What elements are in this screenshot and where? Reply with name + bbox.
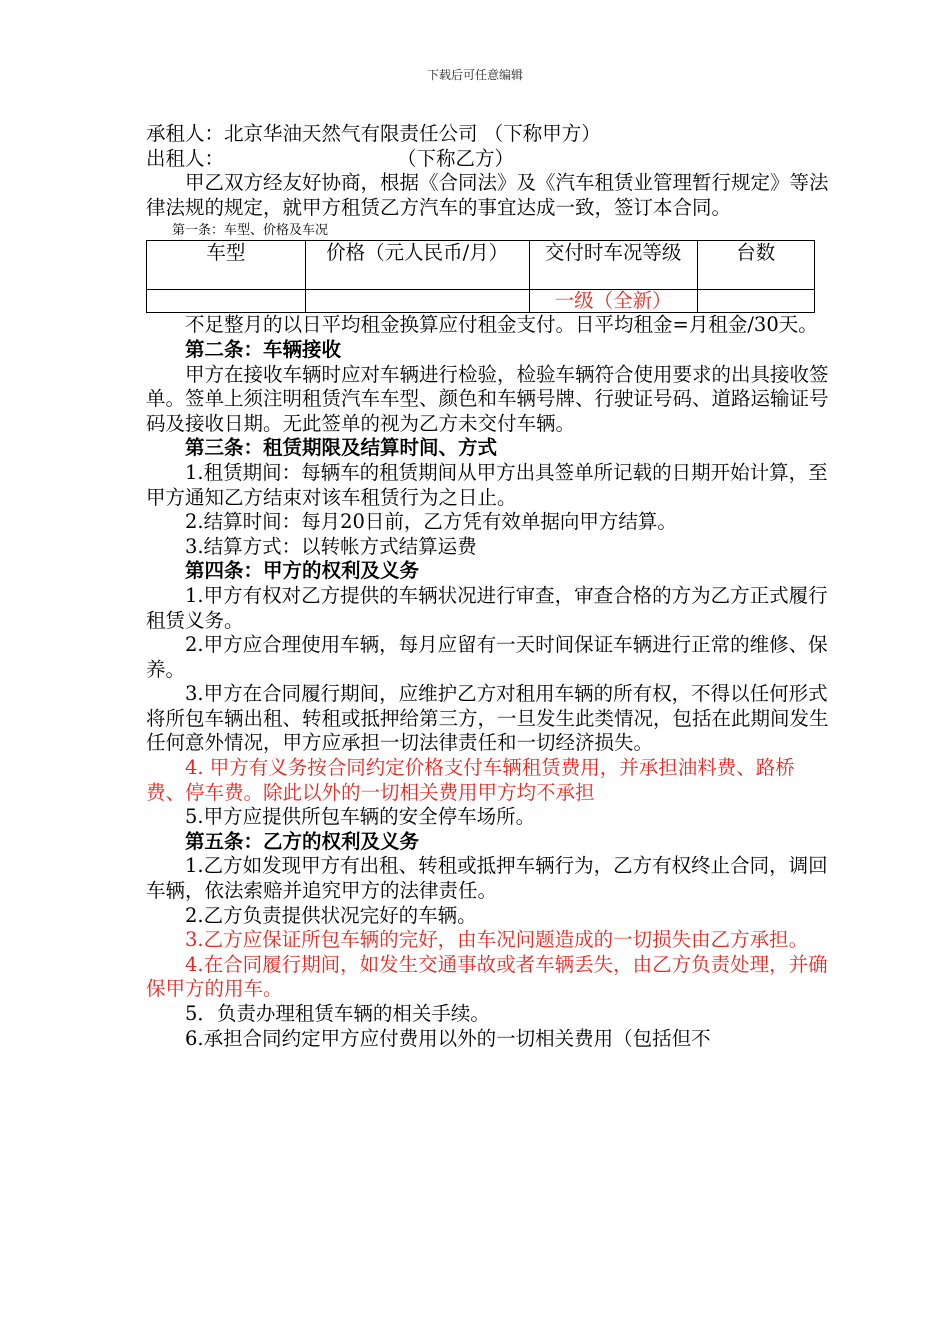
article4-item-highlight: 4. 甲方有义务按合同约定价格支付车辆租赁费用，并承担油料费、路桥费、停车费。除此以外的一切相关费用甲方均不承担 — [146, 756, 795, 804]
page-header: 下载后可任意编辑 — [426, 68, 523, 82]
contract-body — [146, 122, 830, 1051]
table-cell — [305, 290, 529, 313]
lessee-line: 承租人：北京华油天然气有限责任公司 （下称甲方） — [146, 122, 601, 145]
article5-item: 1.乙方如发现甲方有出租、转租或抵押车辆行为，乙方有权终止合同，调回车辆，依法索赔并追究甲方的法律责任。 — [146, 854, 828, 903]
article4-item: 2.甲方应合理使用车辆，每月应留有一天时间保证车辆进行正常的维修、保养。 — [146, 633, 828, 681]
table-cell — [697, 290, 814, 313]
article5-title: 第五条：乙方的权利及义务 — [185, 829, 420, 853]
article3-title: 第三条：租赁期限及结算时间、方式 — [185, 436, 498, 460]
article3-item: 2.结算时间：每月20日前，乙方凭有效单据向甲方结算。 — [185, 510, 677, 534]
article1-title: 第一条：车型、价格及车况 — [172, 223, 329, 239]
article3-item: 3.结算方式：以转帐方式结算运费 — [185, 534, 477, 558]
table-header-cell: 价格（元人民币/月） — [305, 241, 529, 290]
vehicle-table — [146, 240, 815, 313]
article4-item: 5.甲方应提供所包车辆的安全停车场所。 — [185, 805, 536, 829]
article3-item: 1.租赁期间：每辆车的租赁期间从甲方出具签单所记载的日期开始计算，至甲方通知乙方结束对该车租赁行为之日止。 — [146, 460, 828, 509]
article5-item-highlight: 3.乙方应保证所包车辆的完好，由车况问题造成的一切损失由乙方承担。 — [185, 928, 809, 952]
article4-title: 第四条：甲方的权利及义务 — [185, 559, 420, 583]
intro-paragraph: 甲乙双方经友好协商，根据《合同法》及《汽车租赁业管理暂行规定》等法律法规的规定，就甲方租赁乙方汽车的事宜达成一致，签订本合同。 — [146, 171, 829, 219]
article5-item-highlight: 4.在合同履行期间，如发生交通事故或者车辆丢失，由乙方负责处理，并确保甲方的用车。 — [146, 952, 828, 1001]
article2-text: 甲方在接收车辆时应对车辆进行检验，检验车辆符合使用要求的出具接收签单。签单上须注明租赁汽车车型、颜色和车辆号牌、行驶证号码、道路运输证号码及接收日期。无此签单的视为乙方未交付车辆。 — [146, 362, 829, 435]
lessor-label: 出租人： — [146, 146, 225, 170]
lessor-line — [146, 147, 830, 172]
article5-item: 6.承担合同约定甲方应付费用以外的一切相关费用（包括但不 — [185, 1026, 711, 1050]
article4-item: 1.甲方有权对乙方提供的车辆状况进行审查，审查合格的方为乙方正式履行租赁义务。 — [146, 583, 828, 632]
table-row — [147, 290, 815, 313]
table-header-cell: 交付时车况等级 — [529, 241, 697, 290]
table-cell — [147, 290, 306, 313]
article4-item: 3.甲方在合同履行期间，应维护乙方对租用车辆的所有权，不得以任何形式将所包车辆出租、转租或抵押给第三方，一旦发生此类情况，包括在此期间发生任何意外情况，甲方应承担一切法律责任和一切经济损失。 — [146, 682, 829, 755]
article2-title: 第二条：车辆接收 — [185, 337, 342, 361]
table-header-row — [147, 241, 815, 290]
table-header-cell: 车型 — [147, 241, 306, 290]
article1-note: 不足整月的以日平均租金换算应付租金支付。日平均租金=月租金/30天。 — [185, 313, 818, 337]
table-cell-condition: 一级（全新） — [529, 290, 697, 313]
table-header-cell: 台数 — [697, 241, 814, 290]
article5-item: 5．负责办理租赁车辆的相关手续。 — [185, 1002, 490, 1025]
lessor-suffix: （下称乙方） — [397, 146, 515, 170]
article5-item: 2.乙方负责提供状况完好的车辆。 — [185, 903, 477, 927]
